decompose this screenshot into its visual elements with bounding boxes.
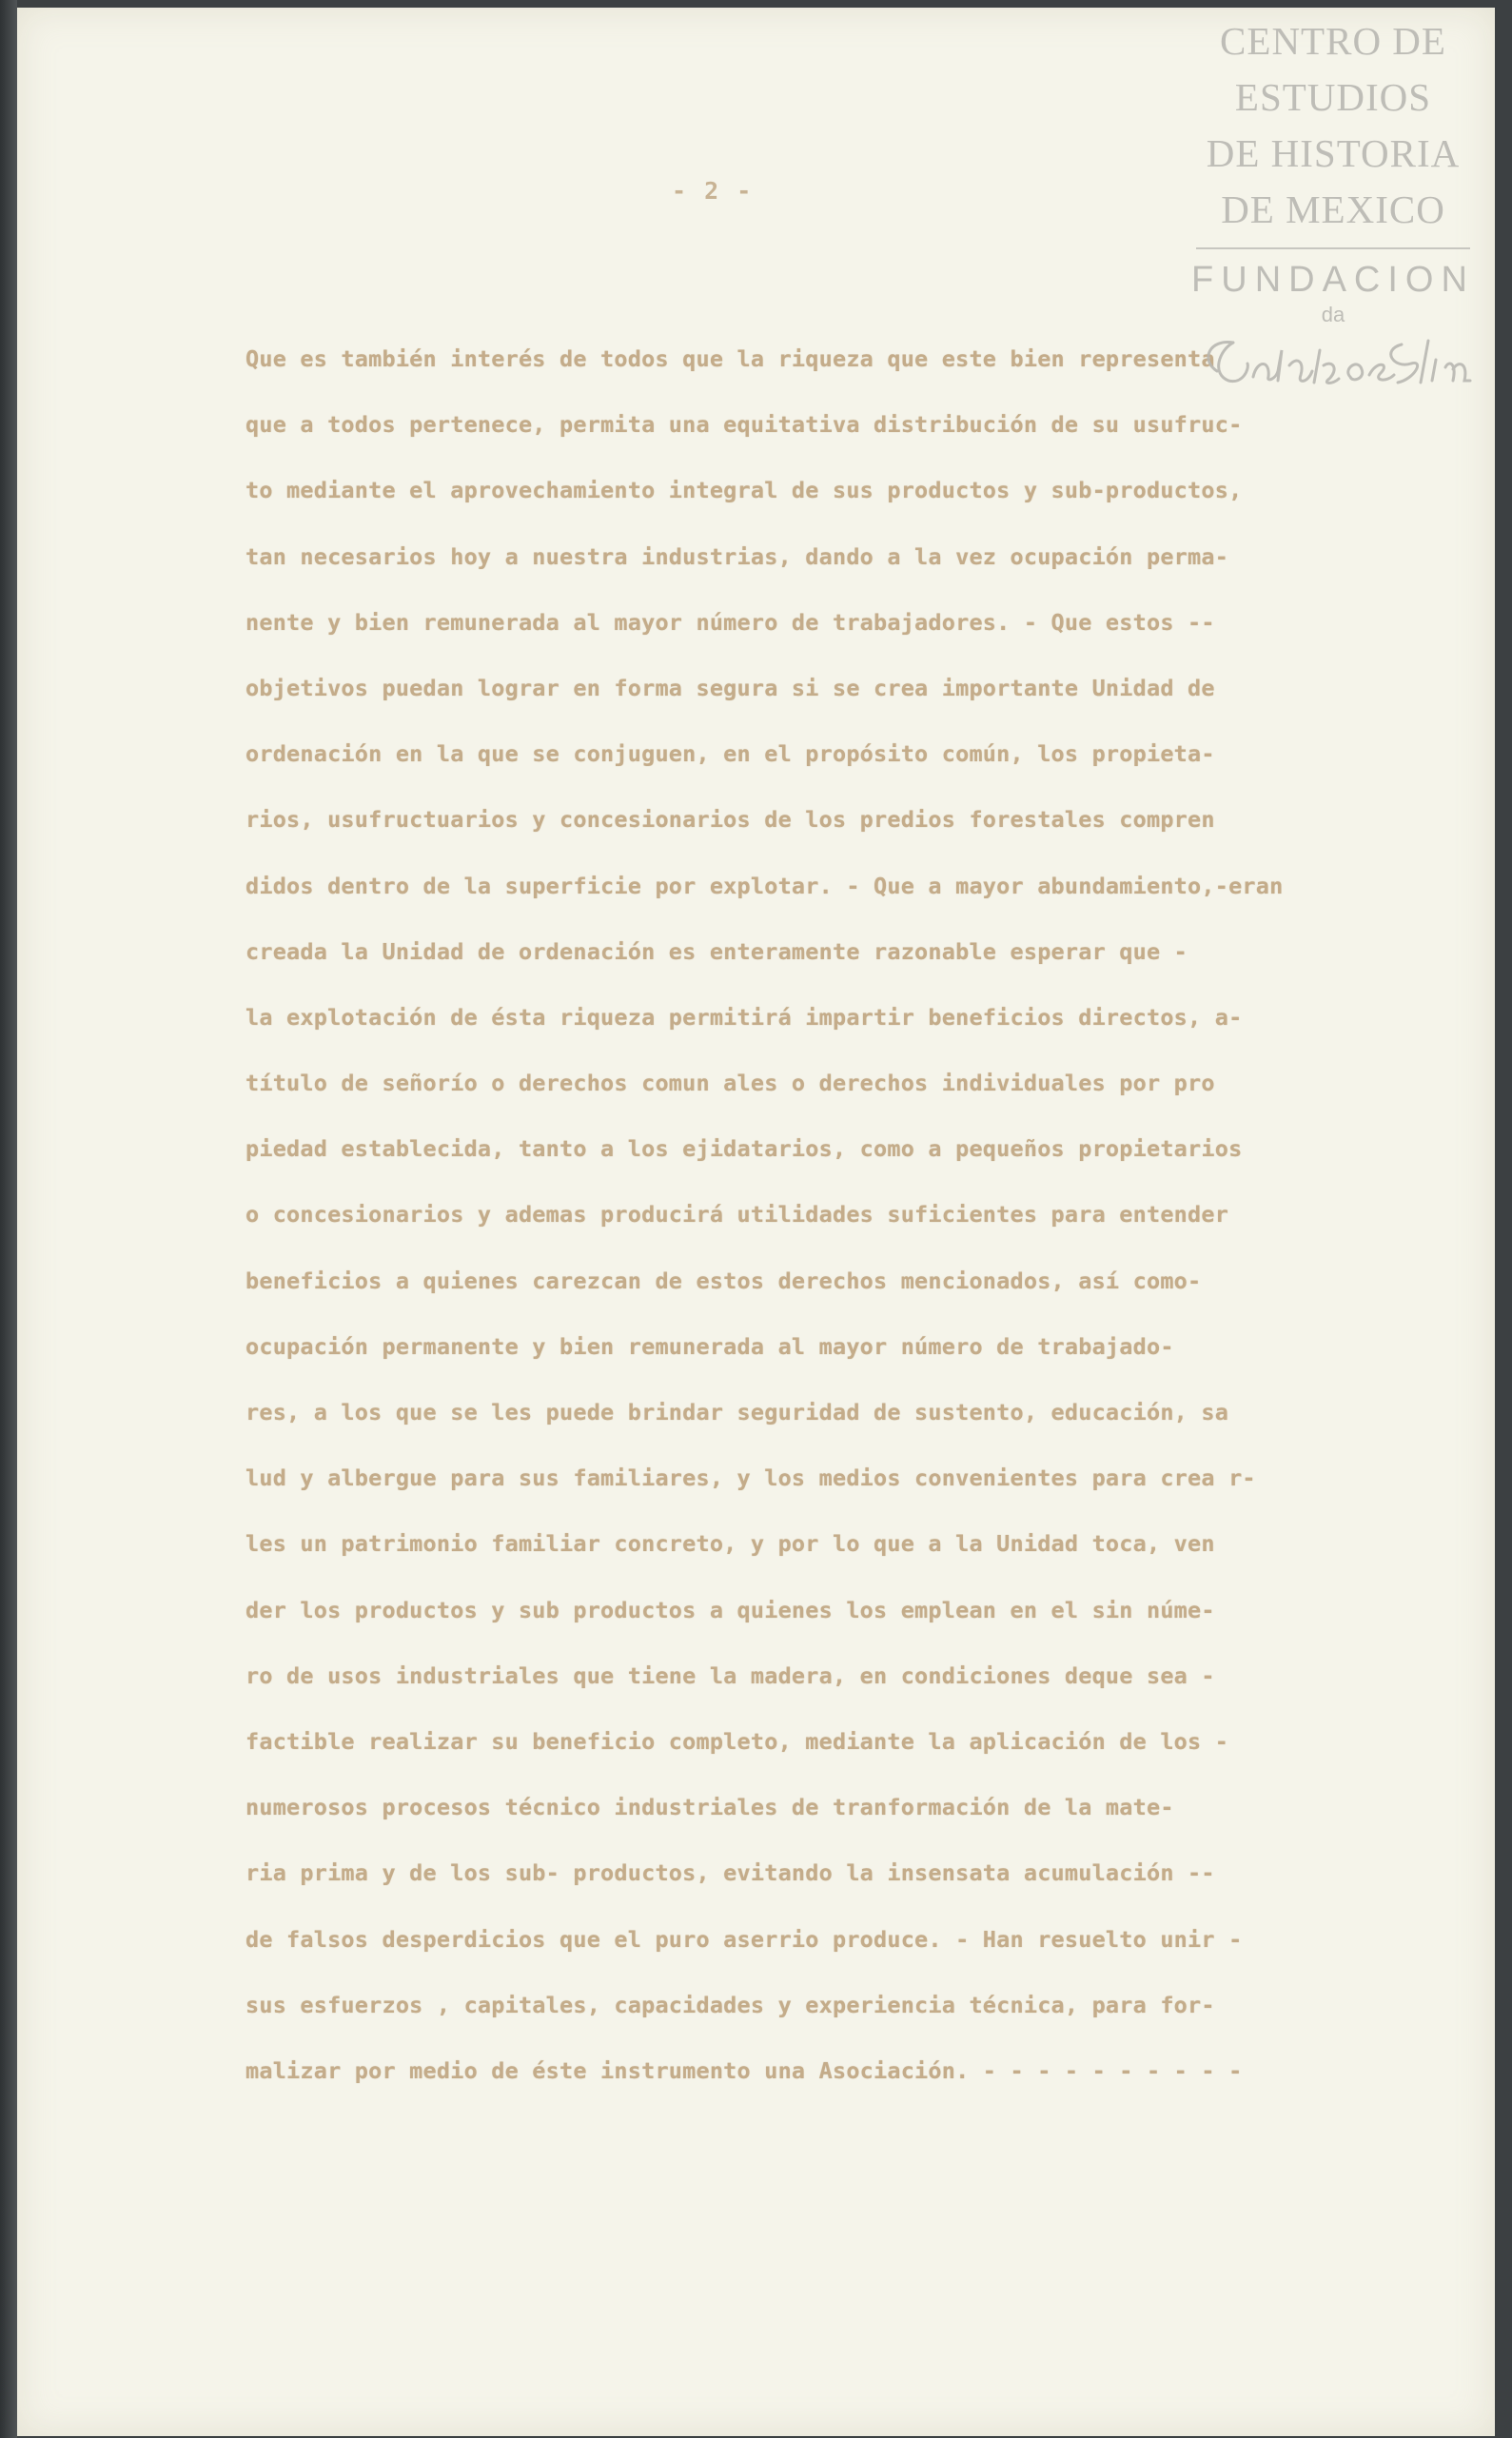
text-line: o concesionarios y ademas producirá utilidades suficientes para entender <box>245 1201 1229 1229</box>
text-line: der los productos y sub productos a quienes los emplean en el sin núme- <box>245 1596 1215 1623</box>
scan-edge <box>0 0 17 2438</box>
signature-logo-icon <box>1190 322 1476 407</box>
text-line: creada la Unidad de ordenación es enteramente razonable esperar que - <box>245 937 1188 965</box>
text-line: Que es también interés de todos que la riqueza que este bien representa <box>245 345 1215 372</box>
text-line: ocupación permanente y bien remunerada al mayor número de trabajado- <box>245 1332 1174 1360</box>
text-line: rios, usufructuarios y concesionarios de los predios forestales compren <box>245 806 1215 834</box>
text-line: didos dentro de la superficie por explotar. - Que a mayor abundamiento,-eran <box>245 872 1284 899</box>
page-number: - 2 - <box>672 177 754 205</box>
text-line: objetivos puedan lograr en forma segura si se crea importante Unidad de <box>245 674 1215 701</box>
text-line: to mediante el aprovechamiento integral de sus productos y sub-productos, <box>245 477 1243 504</box>
watermark-line: CENTRO DE <box>1220 19 1446 63</box>
text-line: ordenación en la que se conjuguen, en el propósito común, los propieta- <box>245 740 1215 768</box>
text-line: les un patrimonio familiar concreto, y por lo que a la Unidad toca, ven <box>245 1530 1215 1558</box>
body-text <box>245 326 1406 2104</box>
text-line: ria prima y de los sub- productos, evitando la insensata acumulación -- <box>245 1859 1215 1887</box>
text-line: sus esfuerzos , capitales, capacidades y experiencia técnica, para for- <box>245 1991 1215 2018</box>
text-line: nente y bien remunerada al mayor número de trabajadores. - Que estos -- <box>245 608 1215 636</box>
text-line: numerosos procesos técnico industriales de tranformación de la mate- <box>245 1794 1174 1821</box>
text-line: res, a los que se les puede brindar seguridad de sustento, educación, sa <box>245 1399 1229 1425</box>
watermark-line: DE HISTORIA <box>1206 131 1461 175</box>
watermark-divider <box>1196 247 1470 249</box>
watermark-da: da <box>1321 303 1345 326</box>
watermark-foundation: FUNDACION <box>1191 260 1475 300</box>
watermark <box>1190 13 1476 407</box>
text-line: ro de usos industriales que tiene la madera, en condiciones deque sea - <box>245 1661 1215 1689</box>
text-line: de falsos desperdicios que el puro aserrio produce. - Han resuelto unir - <box>245 1925 1243 1953</box>
watermark-line: DE MEXICO <box>1221 187 1445 231</box>
text-line: piedad establecida, tanto a los ejidatarios, como a pequeños propietarios <box>245 1135 1243 1163</box>
text-line: lud y albergue para sus familiares, y los medios convenientes para crea r- <box>245 1465 1256 1492</box>
watermark-line: ESTUDIOS <box>1234 75 1432 119</box>
text-line: factible realizar su beneficio completo, mediante la aplicación de los - <box>245 1727 1229 1755</box>
text-line: título de señorío o derechos comun ales o derechos individuales por pro <box>245 1070 1215 1097</box>
document-page <box>17 8 1495 2436</box>
text-line: tan necesarios hoy a nuestra industrias, dando a la vez ocupación perma- <box>245 542 1229 570</box>
text-line: beneficios a quienes carezcan de estos derechos mencionados, así como- <box>245 1267 1202 1294</box>
text-line: que a todos pertenece, permita una equitativa distribución de su usufruc- <box>245 411 1243 439</box>
text-line: malizar por medio de éste instrumento una Asociación. - - - - - - - - - - <box>245 2056 1243 2084</box>
text-line: la explotación de ésta riqueza permitirá impartir beneficios directos, a- <box>245 1003 1243 1031</box>
